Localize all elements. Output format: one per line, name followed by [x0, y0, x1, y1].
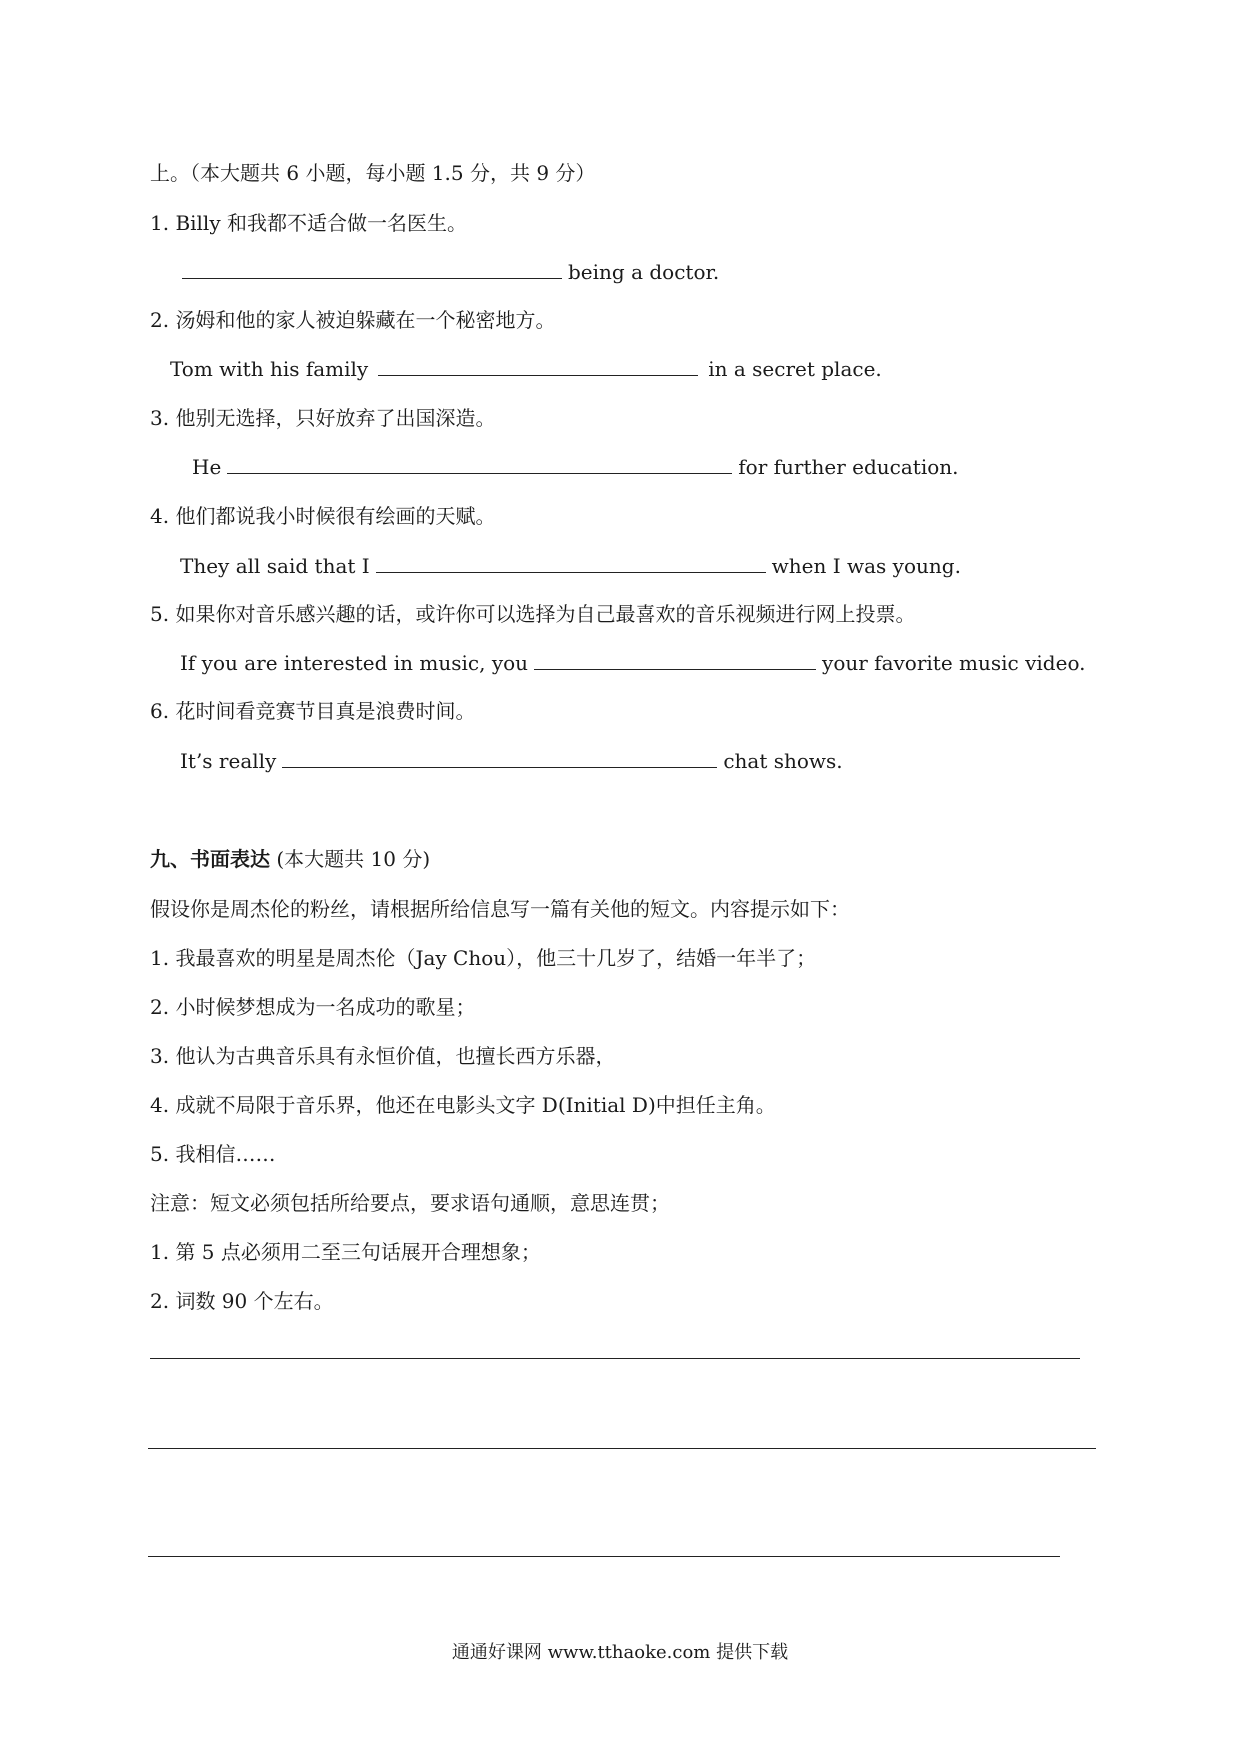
question-6-before: It’s really [180, 749, 277, 773]
question-2-chinese: 2. 汤姆和他的家人被迫躲藏在一个秘密地方。 [150, 308, 556, 332]
question-4-english [180, 553, 961, 579]
question-6-after: chat shows. [723, 749, 843, 773]
question-4-chinese: 4. 他们都说我小时候很有绘画的天赋。 [150, 504, 496, 528]
writing-requirement-1: 1. 第 5 点必须用二至三句话展开合理想象； [150, 1240, 541, 1264]
question-6-chinese: 6. 花时间看竞赛节目真是浪费时间。 [150, 699, 476, 723]
question-1-after: being a doctor. [568, 260, 720, 284]
question-3-after: for further education. [738, 455, 959, 479]
answer-line-3[interactable] [148, 1556, 1060, 1557]
writing-point-3: 3. 他认为古典音乐具有永恒价值，也擅长西方乐器， [150, 1044, 616, 1068]
writing-prompt: 假设你是周杰伦的粉丝，请根据所给信息写一篇有关他的短文。内容提示如下： [150, 897, 850, 921]
answer-line-1[interactable] [150, 1358, 1080, 1359]
question-1-chinese: 1. Billy 和我都不适合做一名医生。 [150, 211, 467, 235]
question-2-before: Tom with his family [170, 357, 369, 381]
writing-requirement-2: 2. 词数 90 个左右。 [150, 1289, 334, 1313]
question-3-chinese: 3. 他别无选择，只好放弃了出国深造。 [150, 406, 496, 430]
question-4-after: when I was young. [771, 554, 961, 578]
question-2-after: in a secret place. [708, 357, 882, 381]
question-4-before: They all said that I [180, 554, 370, 578]
writing-point-1: 1. 我最喜欢的明星是周杰伦（Jay Chou），他三十几岁了，结婚一年半了； [150, 946, 817, 970]
question-2-answer-blank[interactable] [378, 357, 698, 376]
writing-point-5: 5. 我相信…… [150, 1142, 276, 1166]
question-3-answer-blank[interactable] [227, 455, 732, 474]
question-5-after: your favorite music video. [822, 651, 1086, 675]
question-3-english [192, 454, 959, 480]
question-6-english [180, 748, 843, 774]
question-4-answer-blank[interactable] [376, 554, 766, 573]
page-footer: 通通好课网 www.tthaoke.com 提供下载 [451, 1642, 789, 1663]
question-5-answer-blank[interactable] [534, 651, 816, 670]
writing-section-heading [150, 846, 430, 872]
answer-line-2[interactable] [148, 1448, 1096, 1449]
question-2-english [170, 356, 882, 382]
question-6-answer-blank[interactable] [282, 749, 717, 768]
writing-section-title: 九、书面表达 [150, 847, 270, 871]
writing-section-score-note: (本大题共 10 分) [276, 847, 431, 871]
question-3-before: He [192, 455, 222, 479]
writing-point-4: 4. 成就不局限于音乐界，他还在电影头文字 D(Initial D)中担任主角。 [150, 1093, 776, 1117]
question-1-english [182, 259, 719, 285]
section-intro: 上。（本大题共 6 小题，每小题 1.5 分，共 9 分） [150, 161, 596, 185]
writing-note: 注意：短文必须包括所给要点，要求语句通顺，意思连贯； [150, 1191, 670, 1215]
question-5-chinese: 5. 如果你对音乐感兴趣的话，或许你可以选择为自己最喜欢的音乐视频进行网上投票。 [150, 602, 916, 626]
question-1-answer-blank[interactable] [182, 260, 562, 279]
writing-point-2: 2. 小时候梦想成为一名成功的歌星； [150, 995, 476, 1019]
question-5-before: If you are interested in music, you [180, 651, 529, 675]
question-5-english [180, 650, 1085, 676]
